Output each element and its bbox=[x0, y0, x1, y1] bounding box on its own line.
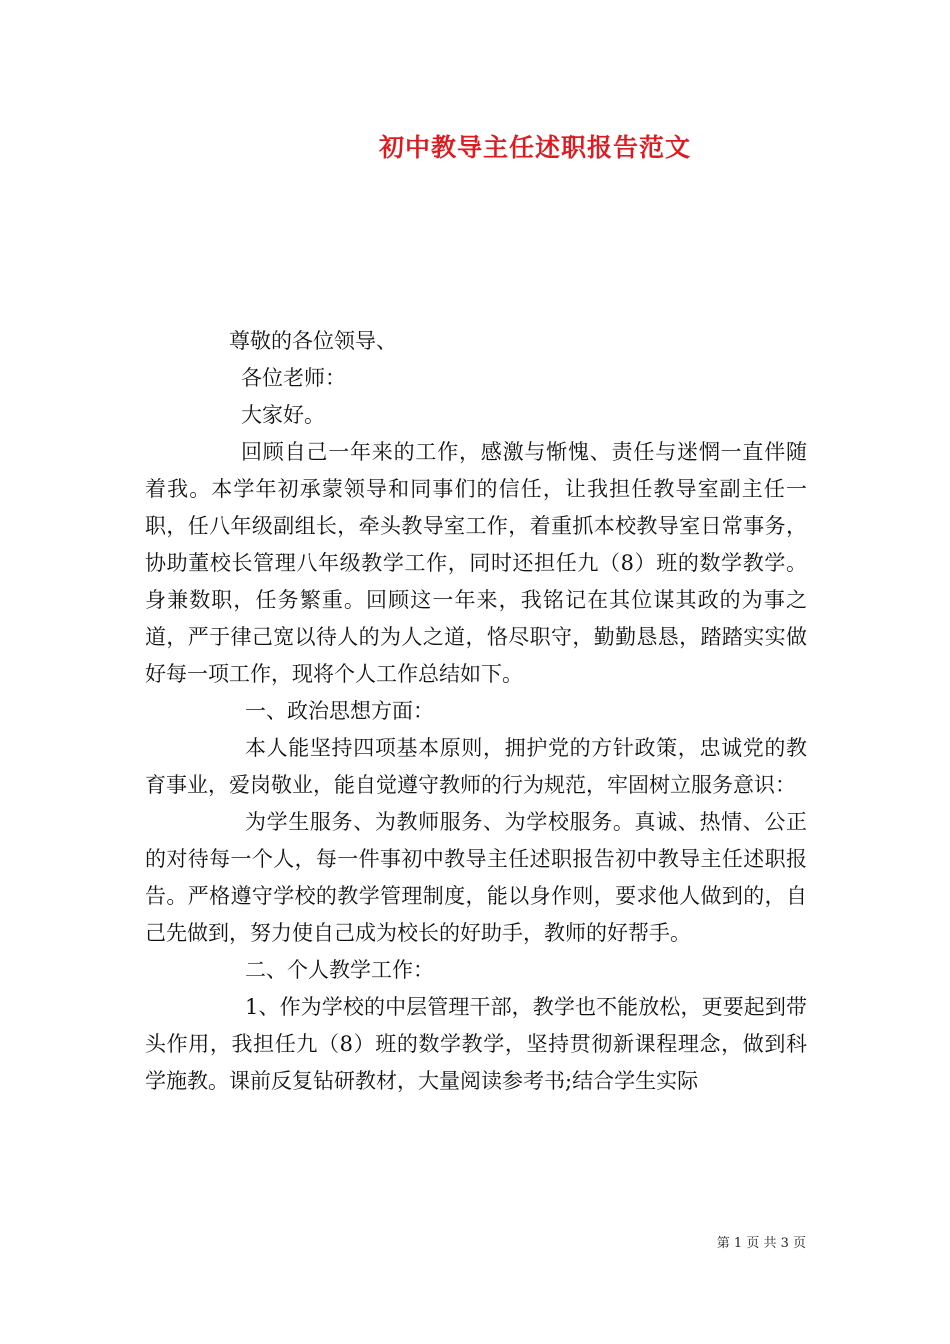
paragraph: 尊敬的各位领导、 bbox=[229, 329, 397, 353]
paragraph: 本人能坚持四项基本原则，拥护党的方针政策，忠诚党的教育事业，爱岗敬业，能自觉遵守教师的行为规范，牢固树立服务意识： bbox=[145, 736, 807, 797]
paragraph: 大家好。 bbox=[241, 403, 325, 427]
paragraph: 二、个人教学工作： bbox=[245, 958, 434, 982]
paragraph: 为学生服务、为教师服务、为学校服务。真诚、热情、公正的对待每一个人，每一件事初中教导主任述职报告初中教导主任述职报告。严格遵守学校的教学管理制度，能以身作则，要求他人做到的，自己先做到，努力使自己成为校长的好助手，教师的好帮手。 bbox=[145, 810, 807, 945]
document-title: 初中教导主任述职报告范文 bbox=[378, 133, 691, 162]
paragraph: 一、政治思想方面： bbox=[245, 699, 434, 723]
page-number-footer: 第 1 页 共 3 页 bbox=[716, 1236, 806, 1251]
paragraph: 回顾自己一年来的工作，感激与惭愧、责任与迷惘一直伴随着我。本学年初承蒙领导和同事们的信任，让我担任教导室副主任一职，任八年级副组长，牵头教导室工作，着重抓本校教导室日常事务，协助董校长管理八年级教学工作，同时还担任九（8）班的数学教学。身兼数职，任务繁重。回顾这一年来，我铭记在其位谋其政的为事之道，严于律己宽以待人的为人之道，恪尽职守，勤勤恳恳，踏踏实实做好每一项工作，现将个人工作总结如下。 bbox=[145, 440, 807, 686]
document-body bbox=[145, 323, 807, 1100]
paragraph: 1、作为学校的中层管理干部，教学也不能放松，更要起到带头作用，我担任九（8）班的数学教学，坚持贯彻新课程理念，做到科学施教。课前反复钻研教材，大量阅读参考书;结合学生实际 bbox=[145, 995, 807, 1093]
paragraph: 各位老师： bbox=[241, 366, 346, 390]
